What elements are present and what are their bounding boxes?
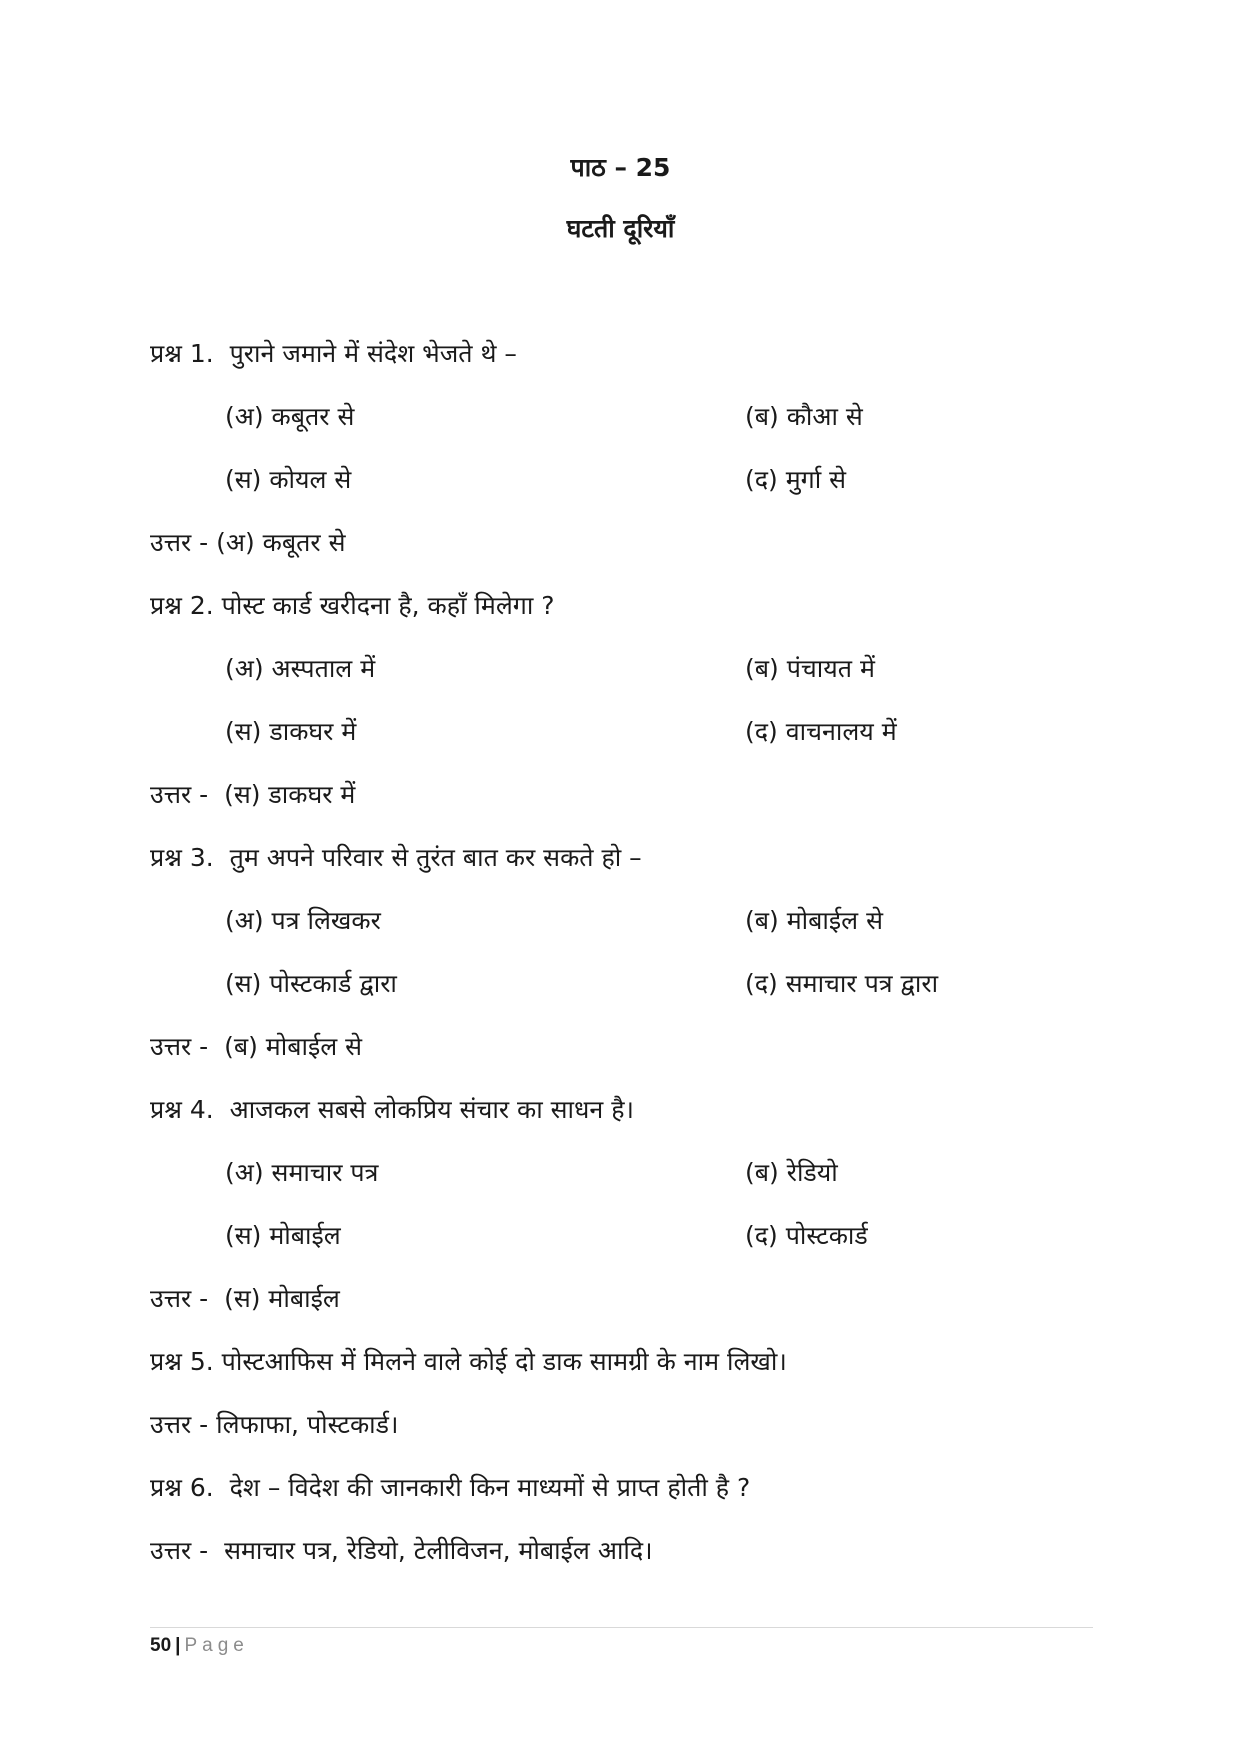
answer-text: (अ) कबूतर से bbox=[216, 528, 346, 557]
question-3-prefix: प्रश्न 3. bbox=[150, 843, 214, 872]
question-3-option-b: (ब) मोबाईल से bbox=[745, 906, 883, 935]
question-1-answer bbox=[150, 527, 345, 559]
answer-text: (स) मोबाईल bbox=[224, 1284, 340, 1313]
answer-text: लिफाफा, पोस्टकार्ड। bbox=[216, 1410, 399, 1439]
answer-text: (स) डाकघर में bbox=[224, 780, 356, 809]
page-label: Page bbox=[184, 1635, 249, 1656]
question-4-option-c: (स) मोबाईल bbox=[225, 1221, 341, 1250]
answer-label: उत्तर - bbox=[150, 1536, 209, 1565]
question-5-prefix: प्रश्न 5. bbox=[150, 1347, 214, 1376]
question-1-option-c: (स) कोयल से bbox=[225, 465, 352, 494]
question-2-option-b: (ब) पंचायत में bbox=[745, 654, 875, 683]
answer-label: उत्तर - bbox=[150, 1410, 209, 1439]
question-4-option-a: (अ) समाचार पत्र bbox=[225, 1158, 379, 1187]
question-3-text: तुम अपने परिवार से तुरंत बात कर सकते हो – bbox=[229, 843, 642, 872]
page-number: 50 bbox=[150, 1635, 172, 1656]
question-3 bbox=[150, 842, 642, 874]
question-3-option-a: (अ) पत्र लिखकर bbox=[225, 906, 381, 935]
lesson-number: पाठ – 25 bbox=[570, 153, 671, 182]
question-4-prefix: प्रश्न 4. bbox=[150, 1095, 214, 1124]
question-6-text: देश – विदेश की जानकारी किन माध्यमों से प्राप्त होती है ? bbox=[229, 1473, 751, 1502]
question-1-option-d: (द) मुर्गा से bbox=[745, 465, 847, 494]
answer-label: उत्तर - bbox=[150, 1284, 209, 1313]
question-6 bbox=[150, 1472, 750, 1504]
question-6-prefix: प्रश्न 6. bbox=[150, 1473, 214, 1502]
answer-label: उत्तर - bbox=[150, 1032, 209, 1061]
question-5-text: पोस्टआफिस में मिलने वाले कोई दो डाक सामग्री के नाम लिखो। bbox=[221, 1347, 787, 1376]
question-1-prefix: प्रश्न 1. bbox=[150, 339, 214, 368]
question-2-option-d: (द) वाचनालय में bbox=[745, 717, 897, 746]
footer-divider bbox=[150, 1627, 1093, 1628]
question-1-option-a: (अ) कबूतर से bbox=[225, 402, 355, 431]
question-1 bbox=[150, 338, 517, 370]
question-2 bbox=[150, 590, 555, 622]
question-5 bbox=[150, 1346, 787, 1378]
question-2-prefix: प्रश्न 2. bbox=[150, 591, 214, 620]
answer-text: समाचार पत्र, रेडियो, टेलीविजन, मोबाईल आदि। bbox=[224, 1536, 653, 1565]
question-1-option-b: (ब) कौआ से bbox=[745, 402, 863, 431]
footer-separator: | bbox=[175, 1635, 181, 1656]
question-4 bbox=[150, 1094, 634, 1126]
question-2-answer bbox=[150, 779, 355, 811]
question-2-option-c: (स) डाकघर में bbox=[225, 717, 357, 746]
question-4-option-d: (द) पोस्टकार्ड bbox=[745, 1221, 868, 1250]
question-4-option-b: (ब) रेडियो bbox=[745, 1158, 838, 1187]
question-2-text: पोस्ट कार्ड खरीदना है, कहाँ मिलेगा ? bbox=[221, 591, 555, 620]
question-3-answer bbox=[150, 1031, 362, 1063]
answer-text: (ब) मोबाईल से bbox=[224, 1032, 363, 1061]
answer-label: उत्तर - bbox=[150, 528, 209, 557]
question-2-option-a: (अ) अस्पताल में bbox=[225, 654, 376, 683]
answer-label: उत्तर - bbox=[150, 780, 209, 809]
lesson-title: घटती दूरियाँ bbox=[566, 214, 675, 243]
question-1-text: पुराने जमाने में संदेश भेजते थे – bbox=[229, 339, 517, 368]
question-4-text: आजकल सबसे लोकप्रिय संचार का साधन है। bbox=[229, 1095, 634, 1124]
page-footer bbox=[150, 1634, 249, 1658]
question-6-answer bbox=[150, 1535, 653, 1567]
question-3-option-c: (स) पोस्टकार्ड द्वारा bbox=[225, 969, 397, 998]
question-4-answer bbox=[150, 1283, 340, 1315]
question-5-answer bbox=[150, 1409, 398, 1441]
question-3-option-d: (द) समाचार पत्र द्वारा bbox=[745, 969, 939, 998]
